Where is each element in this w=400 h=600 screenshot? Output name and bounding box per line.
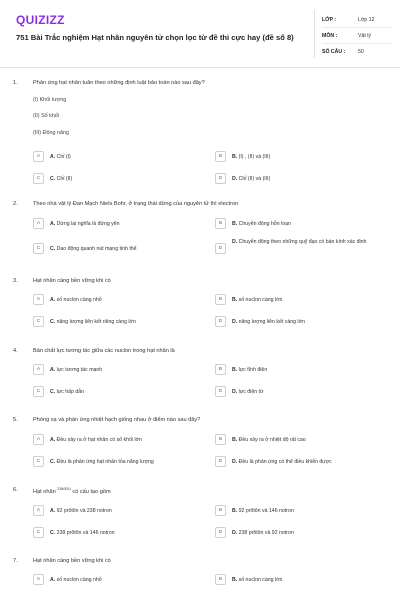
option-letter-box: C (33, 173, 44, 184)
option-text: (I) , (II) và (III) (238, 153, 271, 160)
quizizz-logo[interactable]: QUIZIZZ (16, 13, 65, 27)
option-letter-box: A (33, 364, 44, 375)
question-text-after: có cấu tạo gồm (72, 488, 111, 495)
meta-label: SỐ CÂU : (322, 48, 346, 55)
question-text: Phóng xạ và phản ứng nhiệt hạch giống nhau ở điểm nào sau đây? (33, 417, 201, 423)
option-label: D. (232, 318, 238, 325)
option-label: D. (232, 388, 238, 395)
question-text (33, 487, 383, 495)
option-b[interactable] (215, 434, 306, 445)
question-number: 6. (13, 487, 18, 493)
option-letter-box: D (215, 316, 226, 327)
option-label: A. (50, 507, 56, 514)
option-c[interactable] (33, 386, 84, 397)
option-a[interactable] (33, 294, 102, 305)
option-label: B. (232, 296, 238, 303)
option-label: A. (50, 220, 56, 227)
option-text: Đều là phản ứng hạt nhân tỏa năng lượng (56, 458, 154, 465)
option-label: C. (50, 388, 56, 395)
nuclide-symbol: 238/92U (57, 487, 71, 491)
option-letter-box: D (215, 386, 226, 397)
option-c[interactable] (33, 527, 115, 538)
option-text: năng lượng liên kết càng lớn (238, 318, 305, 325)
option-d[interactable] (215, 316, 305, 327)
option-a[interactable] (33, 151, 71, 162)
option-c[interactable] (33, 456, 154, 467)
question-number: 1. (13, 80, 18, 86)
option-letter-box: A (33, 434, 44, 445)
option-label: C. (50, 529, 56, 536)
option-label: A. (50, 576, 56, 583)
quiz-meta (322, 12, 392, 59)
option-letter-box: C (33, 316, 44, 327)
option-letter-box: A (33, 505, 44, 516)
option-d[interactable] (215, 173, 270, 184)
option-letter-box: B (215, 574, 226, 585)
option-d[interactable] (215, 239, 385, 254)
option-text: năng lượng liên kết riêng càng lớn (56, 318, 136, 325)
option-label: B. (232, 576, 238, 583)
option-letter-box: B (215, 505, 226, 516)
question-number: 7. (13, 558, 18, 564)
statement: (I) Khối lượng (33, 97, 67, 103)
meta-value: Vật lý (358, 32, 371, 39)
option-b[interactable] (215, 151, 270, 162)
option-text: lực hấp dẫn (56, 388, 85, 395)
option-text: Dừng lại nghĩa là đứng yên (56, 220, 120, 227)
option-letter-box: C (33, 243, 44, 254)
option-d[interactable] (215, 456, 332, 467)
option-letter-box: A (33, 218, 44, 229)
option-b[interactable] (215, 218, 291, 229)
option-label: D. (232, 529, 238, 536)
statement: (II) Số khối (33, 113, 60, 119)
option-letter-box: A (33, 294, 44, 305)
option-text: Chỉ (II) (56, 175, 73, 182)
option-c[interactable] (33, 316, 136, 327)
option-a[interactable] (33, 574, 102, 585)
meta-row-class (322, 12, 392, 28)
question-text: Hạt nhân càng bền vững khi có (33, 278, 111, 284)
option-label: A. (50, 296, 56, 303)
meta-row-count (322, 44, 392, 59)
option-label: C. (50, 318, 56, 325)
option-text: lực tĩnh điện (238, 366, 268, 373)
option-label: B. (232, 220, 238, 227)
option-label: C. (50, 245, 56, 252)
meta-label: MÔN : (322, 32, 338, 39)
option-c[interactable] (33, 173, 72, 184)
option-text: 92 prôtôn và 146 notron (238, 507, 294, 514)
option-letter-box: C (33, 527, 44, 538)
option-label: D. (232, 239, 238, 245)
option-label: A. (50, 153, 56, 160)
option-b[interactable] (215, 294, 282, 305)
question-text: Theo nhà vật lý Đan Mạch Niels Bohr, ở trạng thái dừng của nguyên tử thì electron (33, 201, 239, 207)
quiz-title: 751 Bài Trắc nghiệm Hạt nhân nguyên tử chọn lọc từ đề thi cực hay (đề số 8) (16, 33, 294, 42)
question-number: 2. (13, 201, 18, 207)
option-label: D. (232, 458, 238, 465)
question-number: 5. (13, 417, 18, 423)
option-c[interactable] (33, 243, 137, 254)
option-letter-box: D (215, 173, 226, 184)
option-a[interactable] (33, 434, 142, 445)
header-divider (314, 10, 315, 58)
option-b[interactable] (215, 505, 294, 516)
option-text: Đều xảy ra ở nhiệt độ rất cao (238, 436, 306, 443)
option-label: A. (50, 366, 56, 373)
option-text: 238 prôtôn và 92 notron (238, 529, 294, 536)
option-text: 92 prôtôn và 238 notron (56, 507, 112, 514)
question-text: Phản ứng hạt nhân tuân theo những định luật bảo toàn nào sau đây? (33, 80, 205, 86)
option-d[interactable] (215, 527, 294, 538)
option-text: số nuclon càng nhỏ (56, 576, 102, 583)
option-letter-box: D (215, 456, 226, 467)
question-text: Bản chất lực tương tác giữa các nuclon trong hạt nhân là (33, 348, 175, 354)
meta-label: LỚP : (322, 16, 337, 23)
option-text: số nuclon càng lớn (238, 296, 283, 303)
option-label: B. (232, 436, 238, 443)
statement: (III) Động năng (33, 130, 69, 136)
option-a[interactable] (33, 364, 102, 375)
meta-value: Lớp 12 (358, 16, 375, 23)
meta-row-subject (322, 28, 392, 44)
option-text: Đều là phản ứng có thể điều khiển được (238, 458, 332, 465)
option-label: C. (50, 175, 56, 182)
option-letter-box: A (33, 574, 44, 585)
option-letter-box: B (215, 218, 226, 229)
meta-value: 50 (358, 48, 364, 55)
option-letter-box: B (215, 151, 226, 162)
option-text: lực tương tác mạnh (56, 366, 103, 373)
question-text: Hạt nhân càng bền vững khi có (33, 558, 111, 564)
option-b[interactable] (215, 574, 282, 585)
question-number: 3. (13, 278, 18, 284)
option-label: B. (232, 366, 238, 373)
option-letter-box: C (33, 456, 44, 467)
option-label: B. (232, 507, 238, 514)
option-letter-box: C (33, 386, 44, 397)
option-text: 238 prôtôn và 146 notron (56, 529, 115, 536)
option-text: Chuyển động theo những quỹ đạo có bán kính xác định (238, 239, 367, 245)
option-letter-box: B (215, 434, 226, 445)
option-label: A. (50, 436, 56, 443)
option-text: lực điện từ (238, 388, 264, 395)
option-letter-box: B (215, 364, 226, 375)
option-letter-box: D (215, 527, 226, 538)
question-number: 4. (13, 348, 18, 354)
option-text: Chỉ (II) và (III) (238, 175, 271, 182)
option-text: Dao động quanh nút mạng tinh thể (56, 245, 137, 252)
option-label: B. (232, 153, 238, 160)
option-b[interactable] (215, 364, 267, 375)
option-text: số nuclon càng lớn (238, 576, 283, 583)
option-text: Đều xảy ra ở hạt nhân có số khối lớn (56, 436, 142, 443)
question-text-before: Hạt nhân (33, 488, 56, 495)
option-text: số nuclon càng nhỏ (56, 296, 102, 303)
page-header (0, 0, 400, 68)
option-text: Chuyển động hỗn loạn (238, 220, 291, 227)
option-a[interactable] (33, 218, 120, 229)
option-a[interactable] (33, 505, 112, 516)
option-d[interactable] (215, 386, 263, 397)
option-text: Chỉ (I) (56, 153, 71, 160)
option-label: D. (232, 175, 238, 182)
option-letter-box: A (33, 151, 44, 162)
option-letter-box: D (215, 243, 226, 254)
option-letter-box: B (215, 294, 226, 305)
option-label: C. (50, 458, 56, 465)
